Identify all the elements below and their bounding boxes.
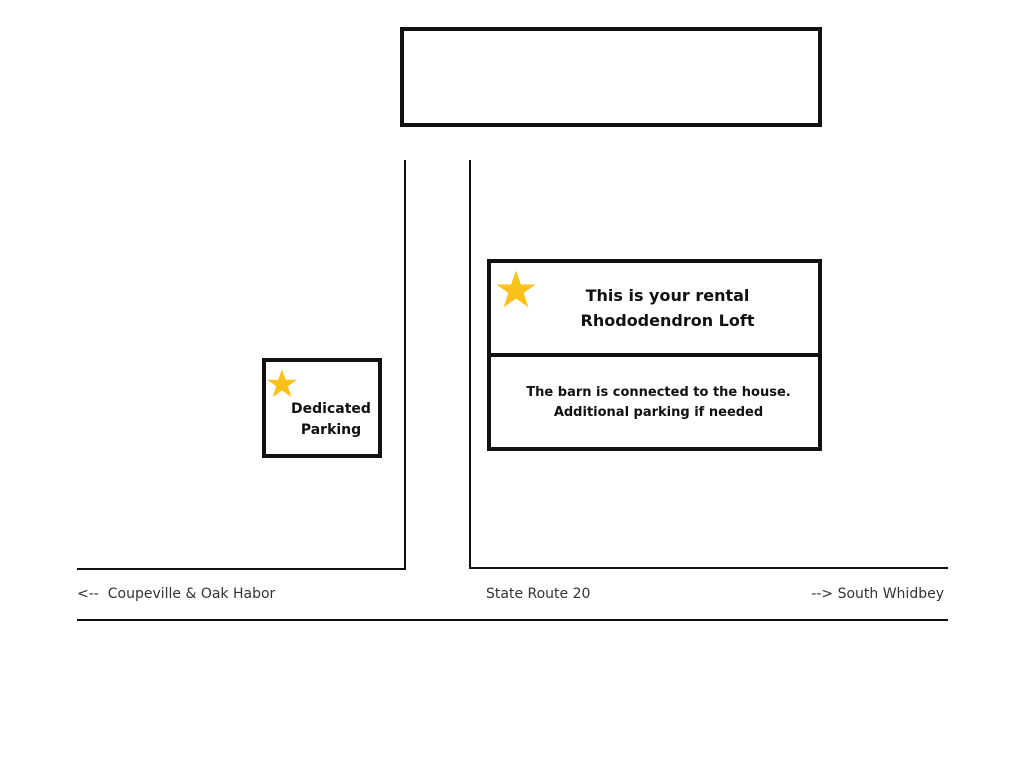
barn-box xyxy=(487,353,822,451)
road-label-center: State Route 20 xyxy=(486,586,591,602)
rental-label-line1: This is your rental xyxy=(585,286,750,305)
road-bottom-edge xyxy=(77,619,948,621)
road-label-right: --> South Whidbey xyxy=(811,586,944,602)
rental-box xyxy=(487,259,822,357)
parking-label-line2: Parking xyxy=(300,422,362,438)
road-top-edge-left xyxy=(77,568,406,570)
star-icon xyxy=(266,368,298,400)
driveway-left-edge xyxy=(404,160,406,570)
star-icon xyxy=(495,269,537,311)
road-top-edge-right xyxy=(469,567,948,569)
top-building xyxy=(400,27,822,127)
barn-label-line2: Additional parking if needed xyxy=(553,405,764,420)
rental-label-line2: Rhododendron Loft xyxy=(580,311,755,330)
road-label-left: <-- Coupeville & Oak Habor xyxy=(77,586,276,602)
parking-label-line1: Dedicated xyxy=(291,401,371,417)
barn-label-line1: The barn is connected to the house. xyxy=(526,385,791,400)
driveway-right-edge xyxy=(469,160,471,569)
